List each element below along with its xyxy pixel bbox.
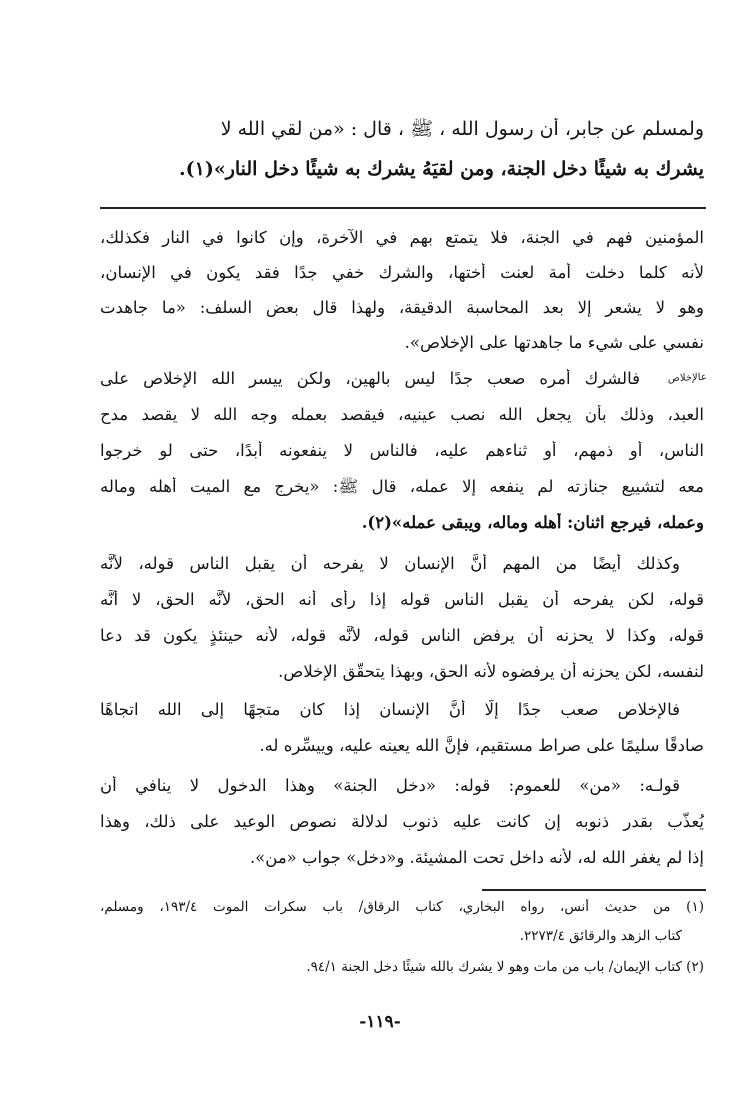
text-line-17: يُعذَّب بقدر ذنوبه إن كانت عليه ذنوب لدلالة نصوص الوعيد على ذلك، وهذا (100, 812, 704, 831)
lead-line-2: يشرك به شيئًا دخل الجنة، ومن لقيَهُ يشرك به شيئًا دخل النار»(١). (179, 158, 704, 180)
text-line-9: وعمله، فيرجع اثنان: أهله وماله، ويبقى عمله»(٢). (361, 513, 704, 532)
text-line-8: معه لتشييع جنازته لم ينفعه إلا عمله، قال ﷺ: «يخرج مع الميت أهله وماله (100, 477, 704, 496)
text-line-18: إذا لم يغفر الله له، لأنه داخل تحت المشيئة. و«دخل» جواب «من». (249, 848, 704, 867)
text-line-7: الناس، أو ذمهم، أو ثناءهم عليه، فالناس لا ينفعونه أبدًا، حتى لو خرجوا (100, 441, 704, 460)
footnote-2: (٢) كتاب الإيمان/ باب من مات وهو لا يشرك بالله شيئًا دخل الجنة ٩٤/١. (306, 959, 704, 975)
text-line-12: قوله، وكذا لا يحزنه أن يرفض الناس قوله، لأنَّه قوله، لأنه حينئذٍ يكون قد دعا (100, 626, 704, 645)
lead-line-1: ولمسلم عن جابر، أن رسول الله ، ﷺ ، قال : «من لقي الله لا (220, 118, 704, 140)
text-line-2: لأنه كلما دخلت أمة لعنت أختها، والشرك خفي جدًا فقد يكون في الإنسان، (100, 263, 704, 282)
text-line-10: وكذلك أيضًا من المهم أنَّ الإنسان لا يفرحه أن يقبل الناس قوله، لأنَّه (100, 554, 680, 573)
text-line-1: المؤمنين فهم في الجنة، فلا يتمتع بهم في الآخرة، وإن كانوا في النار فكذلك، (100, 228, 704, 247)
text-line-11: قوله، لكن يفرحه أن يقبل الناس قوله إذا رأى أنه الحق، لأنَّه الحق، لا أنَّه (100, 590, 704, 609)
footnote-divider (482, 889, 706, 891)
text-line-13: لنفسه، لكن يحزنه أن يرفضوه لأنه الحق، وبهذا يتحقَّق الإخلاص. (278, 662, 704, 681)
footnote-1-line-2: كتاب الزهد والرقائق ٢٢٧٣/٤. (519, 928, 682, 944)
text-line-14: فالإخلاص صعب جدًا إلّا أنَّ الإنسان إذا كان متجهًا إلى الله اتجاهًا (100, 700, 680, 719)
text-line-15: صادقًا سليمًا على صراط مستقيم، فإنَّ الله يعينه عليه، وييسِّره له. (259, 736, 704, 755)
text-line-3: وهو لا يشعر إلا بعد المحاسبة الدقيقة، ولهذا قال بعض السلف: «ما جاهدت (100, 298, 704, 317)
text-line-5: فالشرك أمره صعب جدًا ليس بالهين، ولكن ييسر الله الإخلاص على (100, 369, 640, 388)
top-divider (100, 207, 706, 209)
page-number: -١١٩- (359, 1012, 401, 1032)
text-line-4: نفسي على شيء ما جاهدتها على الإخلاص». (404, 333, 704, 352)
text-line-16: قولـه: «من» للعموم: قوله: «دخل الجنة» وهذا الدخول لا ينافي أن (100, 776, 680, 795)
handwritten-margin-note: عالإخلاص (667, 371, 707, 385)
footnote-1-line-1: (١) من حديث أنس، رواه البخاري، كتاب الرقاق/ باب سكرات الموت ١٩٣/٤، ومسلم، (100, 899, 704, 915)
text-line-6: العبد، وذلك بأن يجعل الله نصب عينيه، فيقصد بعمله وجه الله لا يقصد مدح (100, 405, 704, 424)
